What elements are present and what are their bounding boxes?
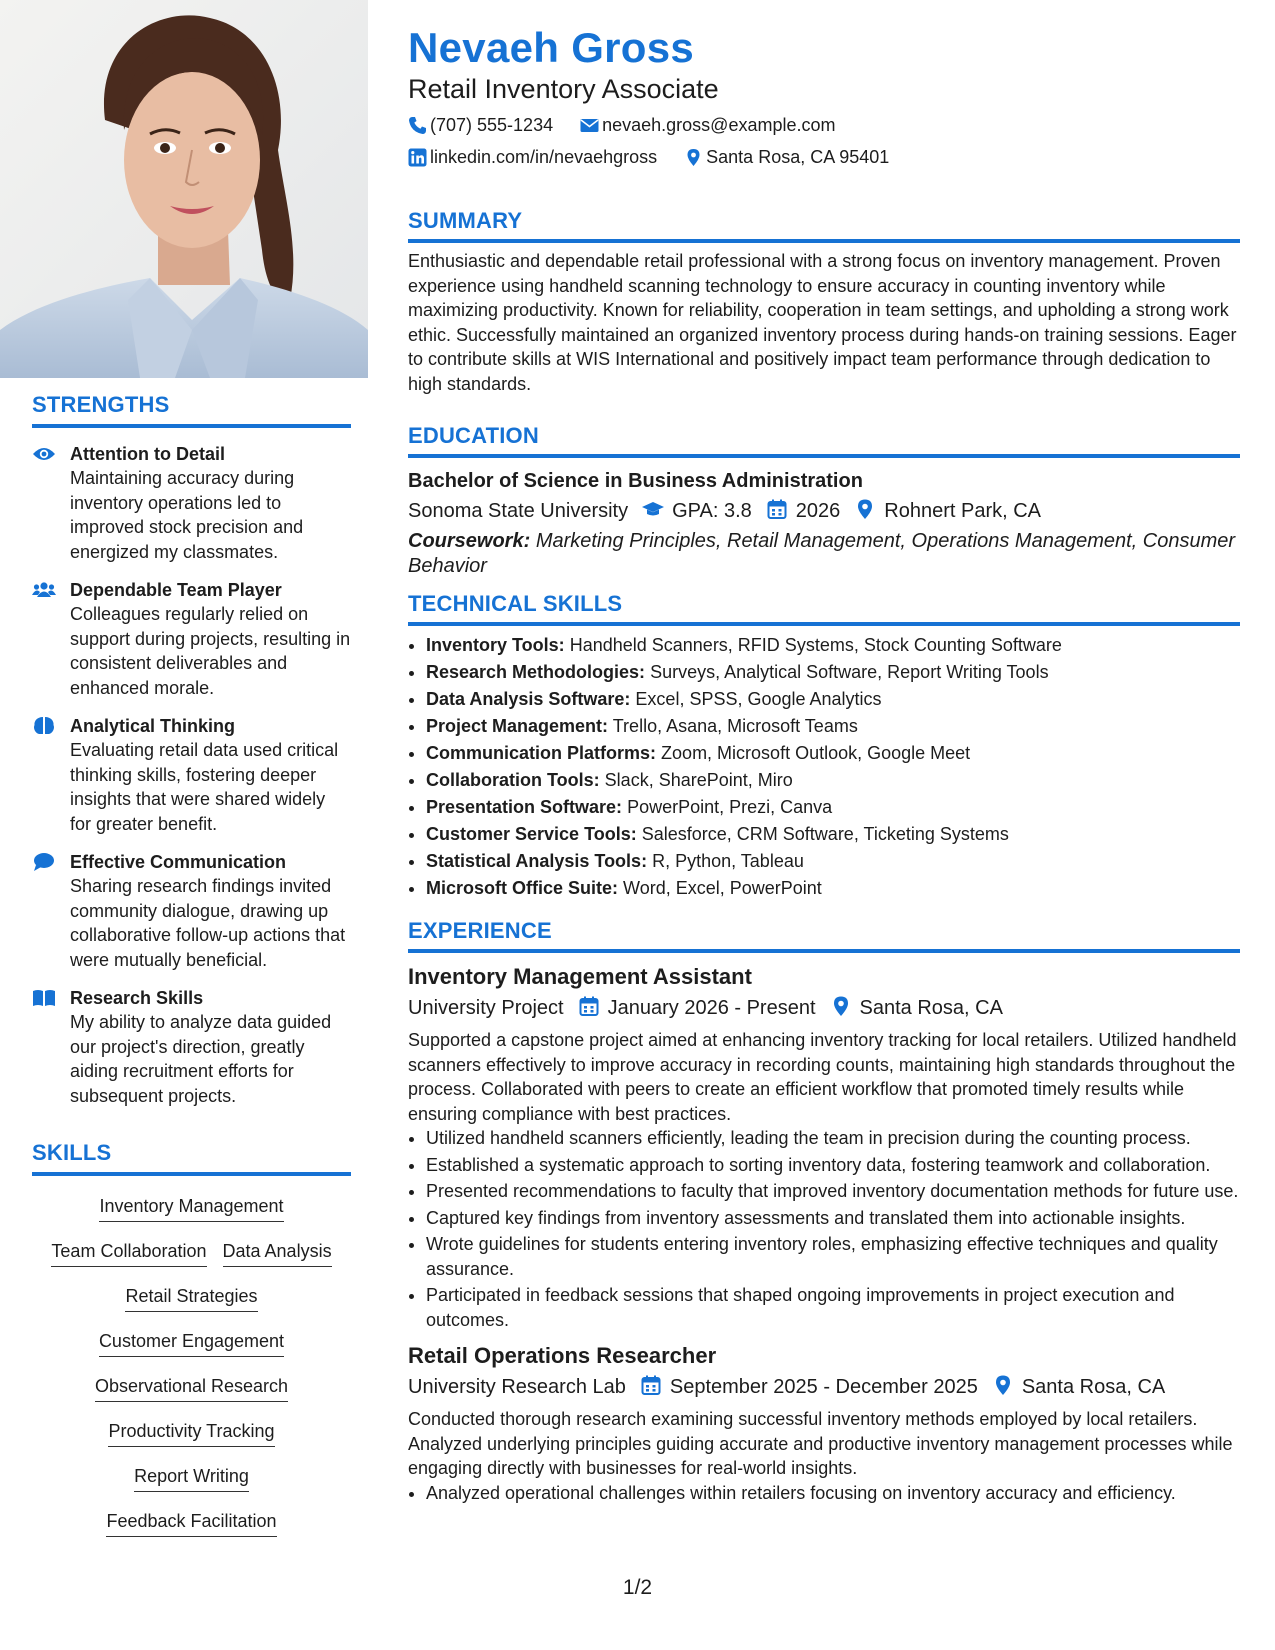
job-organization: University Project <box>408 997 564 1019</box>
strength-item <box>32 986 351 1108</box>
calendar-icon <box>766 498 788 520</box>
summary-text: Enthusiastic and dependable retail professional with a strong focus on inventory management. Proven experience using handheld scanning technology to ensure accuracy in counting inventory while maximizing productivity. Known for reliability, cooperation in team settings, and upholding a strong work ethic. Successfully maintained an organized inventory process during hands-on training sessions. Eager to contribute skills at WIS International and positively impact team performance through dedication to high standards. <box>408 251 1237 394</box>
phone-icon <box>408 116 427 135</box>
list-item: • Microsoft Office Suite: Word, Excel, PowerPoint <box>426 875 1240 902</box>
strength-description: Maintaining accuracy during inventory operations led to improved stock precision and energized my classmates. <box>70 468 304 562</box>
job-title: Inventory Management Assistant <box>408 964 752 989</box>
list-item: • Presentation Software: PowerPoint, Prezi, Canva <box>426 794 1240 821</box>
job-title: Retail Operations Researcher <box>408 1343 717 1368</box>
strength-description: Colleagues regularly relied on support during projects, resulting in consistent deliverables and enhanced morale. <box>70 604 351 698</box>
location-pin-icon <box>992 1374 1014 1396</box>
job-entry <box>408 963 1240 1332</box>
skills-section <box>32 1140 351 1542</box>
skill-tag: Customer Engagement <box>99 1329 284 1357</box>
linkedin-link[interactable]: linkedin.com/in/nevaehgross <box>430 147 658 168</box>
education-heading: EDUCATION <box>408 423 1240 458</box>
envelope-icon <box>580 116 599 135</box>
strengths-heading: STRENGTHS <box>32 392 351 428</box>
skill-tag: Inventory Management <box>99 1194 283 1222</box>
list-item: • Presented recommendations to faculty that improved inventory documentation methods for future use. <box>426 1179 1240 1204</box>
strength-title: Dependable Team Player <box>70 580 282 600</box>
list-item: • Wrote guidelines for students entering inventory roles, emphasizing effective techniques and quality assurance. <box>426 1232 1240 1281</box>
calendar-icon <box>640 1374 662 1396</box>
gpa-text: GPA: 3.8 <box>672 500 752 522</box>
strength-description: My ability to analyze data guided our project's direction, greatly aiding recruitment efforts for subsequent projects. <box>70 1012 332 1106</box>
job-location: Santa Rosa, CA <box>1021 1376 1166 1398</box>
list-item: • Project Management: Trello, Asana, Microsoft Teams <box>426 713 1240 740</box>
coursework-list: Marketing Principles, Retail Management, Operations Management, Consumer Behavior <box>408 530 1236 577</box>
strengths-section <box>32 392 351 1108</box>
technical-skills-list <box>408 632 1240 902</box>
strength-description: Evaluating retail data used critical thinking skills, fostering deeper insights that were shared widely for greater benefit. <box>70 740 339 834</box>
job-meta <box>408 994 1240 1022</box>
technical-skills-section <box>408 591 1240 902</box>
strength-title: Analytical Thinking <box>70 716 236 736</box>
page-number: 1/2 <box>622 1576 653 1599</box>
brain-icon <box>32 716 56 736</box>
skill-tag: Observational Research <box>95 1374 288 1402</box>
location-pin-icon <box>684 148 703 167</box>
education-section <box>408 423 1240 579</box>
location-pin-icon <box>854 498 876 520</box>
list-item: • Analyzed operational challenges within retailers focusing on inventory accuracy and efficiency. <box>426 1481 1240 1506</box>
job-description: Conducted thorough research examining successful inventory methods employed by local retailers. Analyzed underlying principles guiding accurate and productive inventory management processes while engaging directly with businesses for real-world insights. <box>408 1409 1233 1478</box>
job-bullets <box>408 1126 1240 1332</box>
strength-title: Research Skills <box>70 988 204 1008</box>
list-item: • Communication Platforms: Zoom, Microsoft Outlook, Google Meet <box>426 740 1240 767</box>
book-icon <box>32 988 56 1008</box>
skill-tag: Productivity Tracking <box>108 1419 274 1447</box>
users-icon <box>32 580 56 600</box>
job-description: Supported a capstone project aimed at enhancing inventory tracking for local retailers. Utilized handheld scanners effectively to improve accuracy in recording counts, maintaining high standards throughout the process. Collaborated with peers to create an efficient workflow that promoted timely results while ensuring compliance with best practices. <box>408 1030 1237 1124</box>
skills-heading: SKILLS <box>32 1140 351 1176</box>
list-item: • Captured key findings from inventory assessments and translated them into actionable insights. <box>426 1206 1240 1231</box>
candidate-name: Nevaeh Gross <box>408 24 695 71</box>
strength-title: Attention to Detail <box>70 444 225 464</box>
calendar-icon <box>578 995 600 1017</box>
list-item: • Participated in feedback sessions that shaped ongoing improvements in project execution and outcomes. <box>426 1283 1240 1332</box>
list-item: • Customer Service Tools: Salesforce, CRM Software, Ticketing Systems <box>426 821 1240 848</box>
education-meta <box>408 497 1240 525</box>
email-link[interactable]: nevaeh.gross@example.com <box>602 115 836 136</box>
job-meta <box>408 1373 1240 1401</box>
location-pin-icon <box>830 995 852 1017</box>
linkedin-icon <box>408 148 427 167</box>
strength-description: Sharing research findings invited community dialogue, drawing up collaborative follow-up actions that were mutually beneficial. <box>70 876 346 970</box>
job-dates: January 2026 - Present <box>607 997 816 1019</box>
strength-item <box>32 578 351 700</box>
skills-list <box>32 1176 351 1542</box>
school-name: Sonoma State University <box>408 500 629 522</box>
job-location: Santa Rosa, CA <box>859 997 1003 1019</box>
phone-text: (707) 555-1234 <box>430 115 554 136</box>
location-text: Santa Rosa, CA 95401 <box>706 147 890 168</box>
contact-row <box>408 112 858 137</box>
skill-tag: Retail Strategies <box>125 1284 257 1312</box>
school-location: Rohnert Park, CA <box>884 500 1042 522</box>
list-item: • Data Analysis Software: Excel, SPSS, Google Analytics <box>426 686 1240 713</box>
job-dates: September 2025 - December 2025 <box>669 1376 978 1398</box>
job-bullets <box>408 1481 1240 1506</box>
left-column <box>0 0 368 1650</box>
contact-row <box>408 144 911 169</box>
summary-section <box>408 208 1240 396</box>
list-item: • Utilized handheld scanners efficiently, leading the team in precision during the counting process. <box>426 1126 1240 1151</box>
list-item: • Inventory Tools: Handheld Scanners, RFID Systems, Stock Counting Software <box>426 632 1240 659</box>
strength-item <box>32 714 351 836</box>
skill-tag: Data Analysis <box>223 1239 332 1267</box>
job-entry <box>408 1342 1240 1505</box>
degree-title: Bachelor of Science in Business Administration <box>408 470 863 492</box>
list-item: • Established a systematic approach to sorting inventory data, fostering teamwork and collaboration. <box>426 1153 1240 1178</box>
skill-tag: Team Collaboration <box>51 1239 206 1267</box>
coursework <box>408 529 1240 579</box>
skill-tag: Feedback Facilitation <box>106 1509 276 1537</box>
chat-bubble-icon <box>32 852 56 872</box>
skill-tag: Report Writing <box>134 1464 249 1492</box>
coursework-label: Coursework: <box>408 530 531 552</box>
graduation-cap-icon <box>642 498 664 520</box>
experience-heading: EXPERIENCE <box>408 918 1240 953</box>
list-item: • Research Methodologies: Surveys, Analytical Software, Report Writing Tools <box>426 659 1240 686</box>
list-item: • Statistical Analysis Tools: R, Python, Tableau <box>426 848 1240 875</box>
strength-item <box>32 850 351 972</box>
strength-item <box>32 442 351 564</box>
job-organization: University Research Lab <box>408 1376 626 1398</box>
eye-icon <box>32 444 56 464</box>
technical-skills-heading: TECHNICAL SKILLS <box>408 591 1240 626</box>
candidate-role: Retail Inventory Associate <box>408 74 719 104</box>
list-item: • Collaboration Tools: Slack, SharePoint, Miro <box>426 767 1240 794</box>
experience-section <box>408 918 1240 1507</box>
strength-title: Effective Communication <box>70 852 287 872</box>
profile-photo <box>0 0 368 378</box>
summary-heading: SUMMARY <box>408 208 1240 243</box>
graduation-year: 2026 <box>795 500 841 522</box>
